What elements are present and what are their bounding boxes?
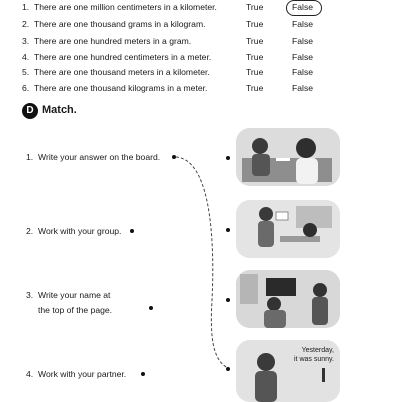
item-text: Work with your partner.: [38, 369, 127, 379]
speech-text: [294, 346, 334, 364]
statement-text: There are one hundred centimeters in a meter.: [34, 52, 212, 62]
false-option[interactable]: False: [292, 19, 314, 29]
item-text: Write your answer on the board.: [38, 152, 161, 162]
statement-text: There are one million centimeters in a kilometer.: [34, 2, 217, 12]
statement-text: There are one thousand kilograms in a meter.: [34, 83, 208, 93]
statement-number: 2.: [22, 19, 30, 29]
false-option[interactable]: False: [292, 67, 314, 77]
item-text-line2: the top of the page.: [38, 305, 113, 315]
item-number: 1.: [26, 152, 34, 162]
statement-number: 1.: [22, 2, 30, 12]
true-option[interactable]: True: [246, 52, 264, 62]
item-number: 2.: [26, 226, 34, 236]
false-option[interactable]: False: [292, 83, 314, 93]
picture-board: [236, 128, 340, 186]
false-option[interactable]: False: [292, 52, 314, 62]
true-option[interactable]: True: [246, 19, 264, 29]
page-scene-illustration: [236, 270, 340, 328]
item-number: 3.: [26, 290, 34, 300]
item-text: Work with your group.: [38, 226, 122, 236]
picture-page: [236, 270, 340, 328]
statement-text: There are one hundred meters in a gram.: [34, 36, 192, 46]
false-option[interactable]: False: [292, 36, 314, 46]
board-scene-illustration: [236, 128, 340, 186]
section-title: Match.: [42, 104, 77, 116]
speech-line-1: Yesterday,: [301, 347, 334, 354]
item-text-line1: Write your name at: [38, 290, 111, 300]
true-option[interactable]: True: [246, 83, 264, 93]
true-option[interactable]: True: [246, 36, 264, 46]
statement-number: 3.: [22, 36, 30, 46]
false-option[interactable]: False: [292, 2, 314, 12]
section-letter-badge: D: [22, 103, 38, 119]
picture-group: [236, 200, 340, 258]
statement-number: 5.: [22, 67, 30, 77]
speech-line-2: it was sunny.: [294, 356, 334, 363]
group-scene-illustration: [236, 200, 340, 258]
true-option[interactable]: True: [246, 67, 264, 77]
statement-text: There are one thousand meters in a kilometer.: [34, 67, 210, 77]
statement-number: 4.: [22, 52, 30, 62]
item-number: 4.: [26, 369, 34, 379]
statement-number: 6.: [22, 83, 30, 93]
statement-text: There are one thousand grams in a kilogram.: [34, 19, 206, 29]
true-option[interactable]: True: [246, 2, 264, 12]
